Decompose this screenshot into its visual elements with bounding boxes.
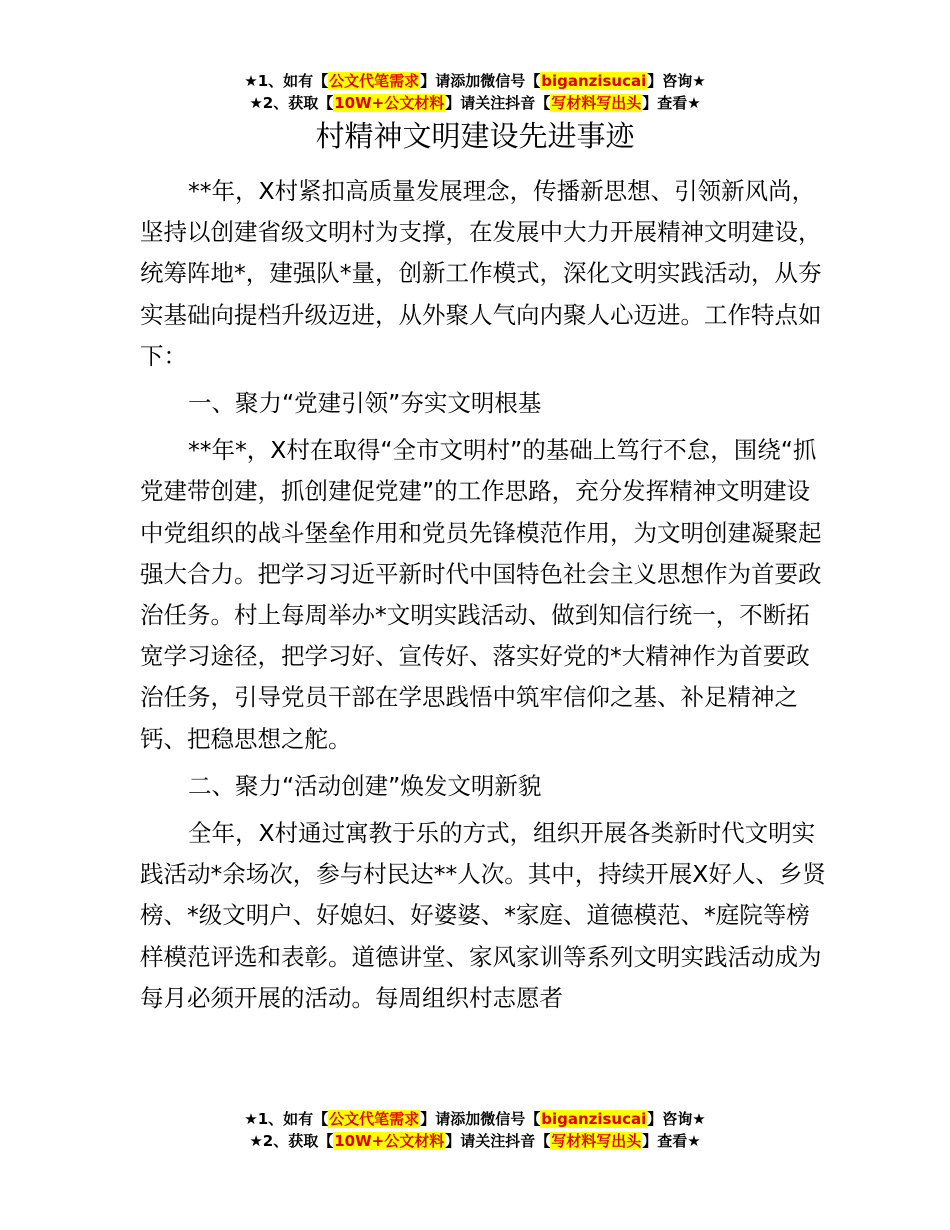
paragraph-section-1: **年*，X村在取得“全市文明村”的基础上笃行不怠，围绕“抓党建带创建，抓创建促党建”的工作思路，充分发挥精神文明建设中党组织的战斗堡垒作用和党员先锋模范作用，为文明创建凝聚起强大合力。把学习习近平新时代中国特色社会主义思想作为首要政治任务。村上每周举办*文明实践活动、做到知信行统一，不断拓宽学习途径，把学习好、宣传好、落实好党的*大精神作为首要政治任务，引导党员干部在学思践悟中筑牢信仰之基、补足精神之钙、把稳思想之舵。: [140, 436, 822, 753]
paragraph-section-2: 全年，X村通过寓教于乐的方式，组织开展各类新时代文明实践活动*余场次，参与村民达**人次。其中，持续开展X好人、乡贤榜、*级文明户、好媳妇、好婆婆、*家庭、道德模范、*庭院等榜样模范评选和表彰。道德讲堂、家风家训等系列文明实践活动成为每月必须开展的活动。每周组织村志愿者: [140, 819, 826, 1012]
promo-line-1: ★1、如有【公文代笔需求】请添加微信号【biganzisucai】咨询★: [244, 1110, 706, 1128]
promo-line-1: ★1、如有【公文代笔需求】请添加微信号【biganzisucai】咨询★: [244, 72, 706, 90]
promo-banner-top: [0, 70, 950, 114]
document-title: 村精神文明建设先进事迹: [315, 119, 635, 153]
section-heading-1: 一、聚力“党建引领”夯实文明根基: [188, 389, 542, 418]
paragraph-intro: **年，X村紧扣高质量发展理念，传播新思想、引领新风尚，坚持以创建省级文明村为支撑，在发展中大力开展精神文明建设，统筹阵地*，建强队*量，创新工作模式，深化文明实践活动，从夯实基础向提档升级迈进，从外聚人气向内聚人心迈进。工作特点如下：: [140, 177, 822, 370]
promo-banner-bottom: [0, 1108, 950, 1152]
promo-line-2: ★2、获取【10W+公文材料】请关注抖音【写材料写出头】查看★: [249, 1132, 701, 1150]
document-body: [140, 171, 830, 1019]
section-heading-2: 二、聚力“活动创建”焕发文明新貌: [188, 771, 542, 800]
promo-line-2: ★2、获取【10W+公文材料】请关注抖音【写材料写出头】查看★: [249, 94, 701, 112]
